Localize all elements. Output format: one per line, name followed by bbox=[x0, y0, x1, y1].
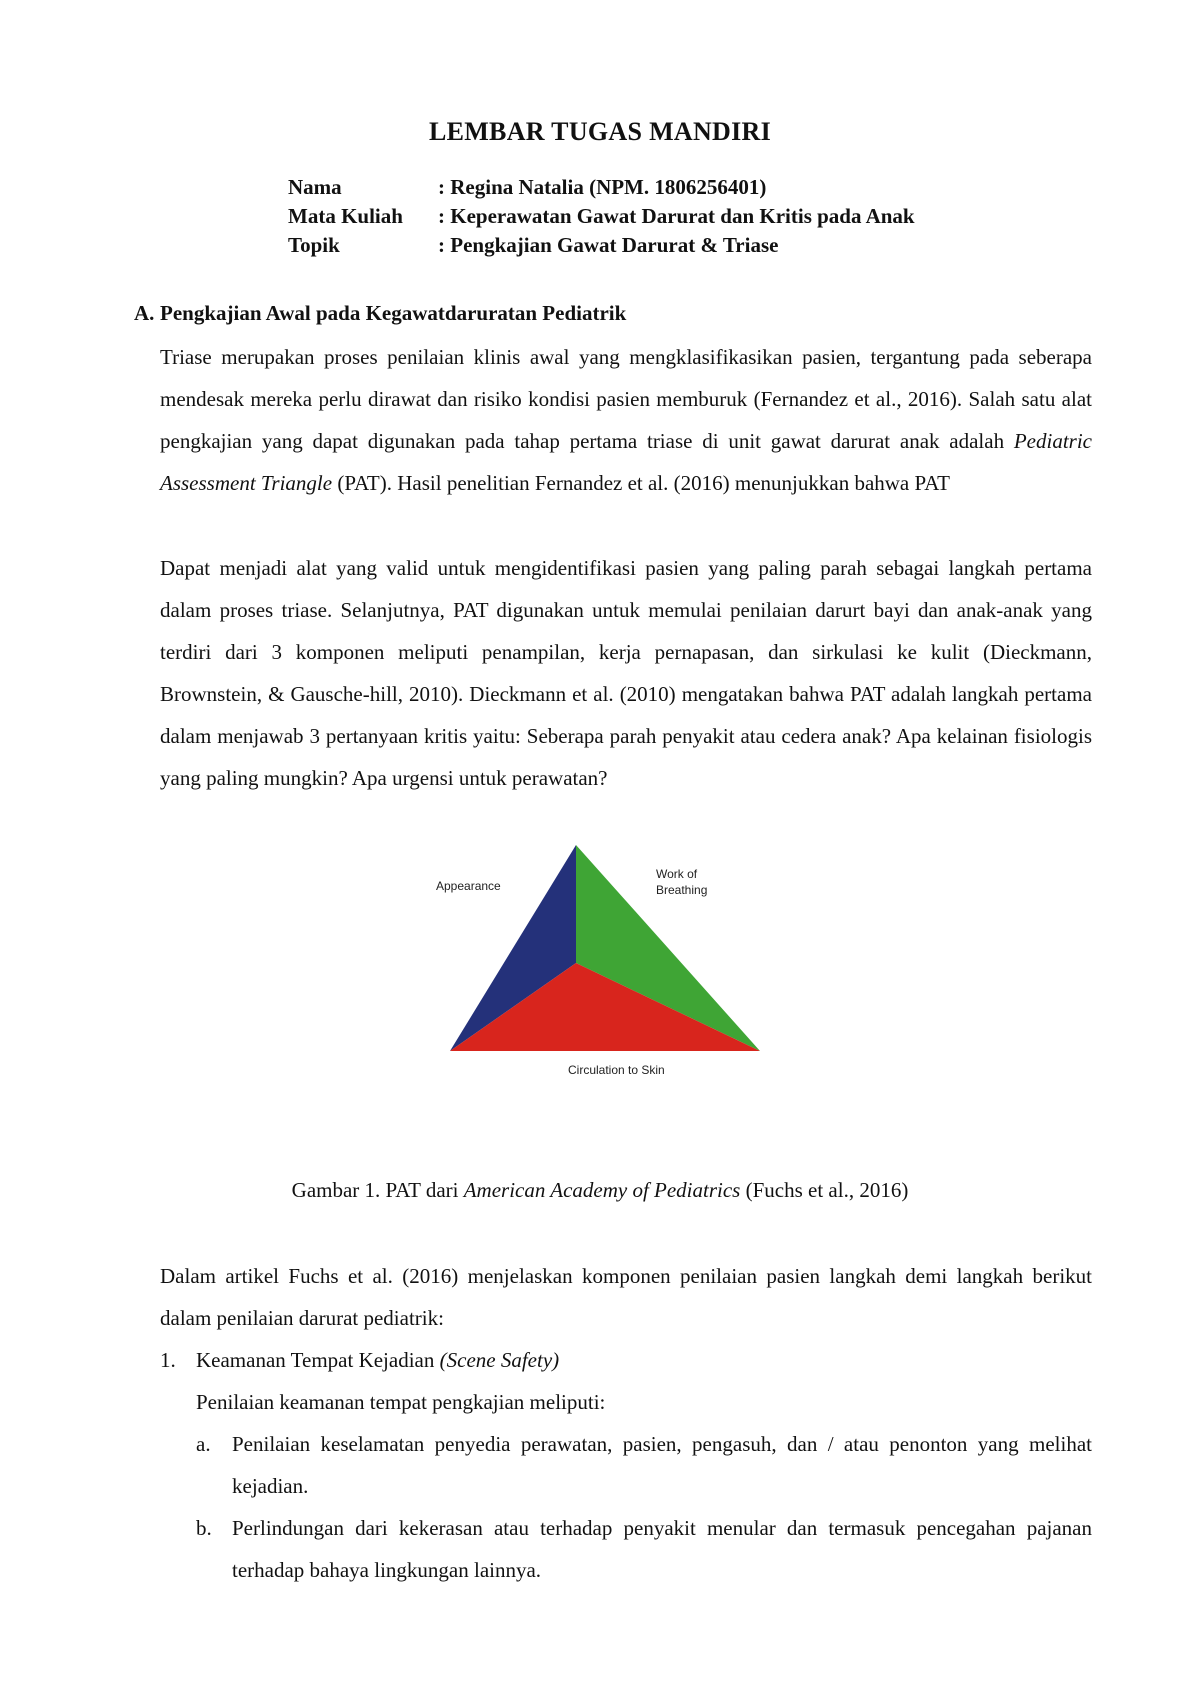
meta-label: Topik bbox=[288, 233, 340, 257]
paragraph-text: (PAT). Hasil penelitian Fernandez et al. (2016) menunjukkan bahwa PAT bbox=[332, 471, 950, 495]
label-circulation: Circulation to Skin bbox=[568, 1063, 665, 1077]
italic-term: Pediatric Assessment Triangle bbox=[160, 429, 1092, 495]
header-info bbox=[288, 175, 915, 262]
list-item-italic: (Scene Safety) bbox=[439, 1348, 560, 1372]
caption-text: Gambar 1. PAT dari bbox=[291, 1178, 464, 1202]
meta-label: Mata Kuliah bbox=[288, 204, 403, 228]
pat-triangle-figure bbox=[436, 843, 800, 1173]
meta-row-topik bbox=[288, 233, 915, 262]
meta-label: Nama bbox=[288, 175, 342, 199]
pat-triangle-svg bbox=[450, 843, 800, 1173]
sub-item-b bbox=[196, 1507, 1092, 1591]
meta-row-nama bbox=[288, 175, 915, 204]
list-number: 1. bbox=[160, 1348, 176, 1372]
sub-item-label: b. bbox=[196, 1516, 212, 1540]
label-appearance: Appearance bbox=[436, 879, 501, 893]
meta-value: : Keperawatan Gawat Darurat dan Kritis pada Anak bbox=[438, 204, 915, 228]
paragraph-triase bbox=[160, 336, 1092, 504]
meta-value: : Pengkajian Gawat Darurat & Triase bbox=[438, 233, 779, 257]
paragraph-fuchs: Dalam artikel Fuchs et al. (2016) menjelaskan komponen penilaian pasien langkah demi langkah berikut dalam penilaian darurat pediatrik: bbox=[160, 1264, 1092, 1330]
caption-italic: American Academy of Pediatrics bbox=[463, 1178, 741, 1202]
meta-row-mata-kuliah bbox=[288, 204, 915, 233]
sub-item-label: a. bbox=[196, 1432, 211, 1456]
list-item-scene-safety bbox=[160, 1339, 559, 1381]
section-letter: A. bbox=[134, 301, 155, 325]
scene-safety-intro: Penilaian keamanan tempat pengkajian meliputi: bbox=[196, 1390, 606, 1414]
section-title: Pengkajian Awal pada Kegawatdaruratan Pediatrik bbox=[160, 301, 627, 325]
label-breathing: Breathing bbox=[656, 883, 708, 897]
caption-text: (Fuchs et al., 2016) bbox=[740, 1178, 909, 1202]
section-a-heading bbox=[134, 301, 626, 326]
paragraph-text: Triase merupakan proses penilaian klinis awal yang mengklasifikasikan pasien, tergantung pada seberapa mendesak mereka perlu dirawat dan risiko kondisi pasien memburuk (Fernandez et al., 2016). Salah satu alat pengkajian yang dapat digunakan pada tahap pertama triase di unit gawat darurat anak adalah bbox=[160, 345, 1092, 453]
list-item-title: Keamanan Tempat Kejadian bbox=[196, 1348, 440, 1372]
paragraph-pat: Dapat menjadi alat yang valid untuk mengidentifikasi pasien yang paling parah sebagai langkah pertama dalam proses triase. Selanjutnya, PAT digunakan untuk memulai penilaian darurt bayi dan anak-anak yang terdiri dari 3 komponen meliputi penampilan, kerja pernapasan, dan sirkulasi ke kulit (Dieckmann, Brownstein, & Gausche-hill, 2010). Dieckmann et al. (2010) mengatakan bahwa PAT adalah langkah pertama dalam menjawab 3 pertanyaan kritis yaitu: Seberapa parah penyakit atau cedera anak? Apa kelainan fisiologis yang paling mungkin? Apa urgensi untuk perawatan? bbox=[160, 556, 1092, 790]
label-work-of: Work of bbox=[656, 867, 698, 881]
sub-item-text: Penilaian keselamatan penyedia perawatan, pasien, pengasuh, dan / atau penonton yang melihat kejadian. bbox=[232, 1432, 1092, 1498]
meta-value: : Regina Natalia (NPM. 1806256401) bbox=[438, 175, 767, 199]
figure-caption bbox=[0, 1178, 1200, 1203]
sub-item-text: Perlindungan dari kekerasan atau terhadap penyakit menular dan termasuk pencegahan pajanan terhadap bahaya lingkungan lainnya. bbox=[232, 1516, 1092, 1582]
document-title: LEMBAR TUGAS MANDIRI bbox=[428, 117, 772, 146]
sub-item-a bbox=[196, 1423, 1092, 1507]
